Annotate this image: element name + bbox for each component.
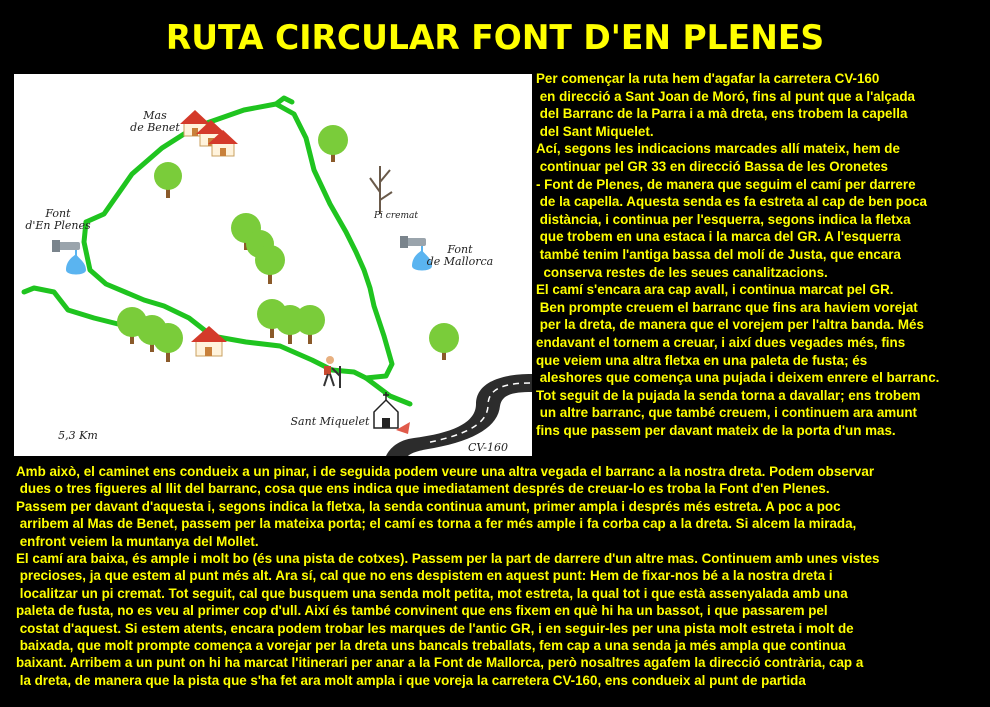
label-sant-miquelet: Sant Miquelet	[290, 415, 370, 428]
label-road: CV-160	[467, 441, 509, 454]
text-line: paleta de fusta, no es veu al primer cop d'ull. Així és també convinent que ens fixem en què hi ha un bassot, i que passarem pel	[16, 603, 828, 619]
text-line: dues o tres figueres al llit del barranc, cosa que ens indica que imediatament després de creuar-lo es troba la Font d'en Plenes.	[16, 481, 830, 497]
route-description-right	[536, 70, 988, 439]
text-line: arribem al Mas de Benet, passem per la mateixa porta; el camí es torna a fer més ample i fa corba cap a la dreta. Si alcem la mirada,	[16, 516, 857, 532]
burnt-tree-icon	[370, 166, 392, 214]
text-line: la dreta, de manera que la pista que s'ha fet ara molt ampla i que voreja la carretera CV-160, ens condueix al punt de partida	[16, 672, 806, 688]
text-line: Passem per davant d'aquesta i, segons indica la fletxa, la senda continua amunt, primer ampla i després més estreta. A poc a poc	[16, 498, 841, 514]
label-line: Font	[45, 207, 71, 220]
text-line: per la dreta, de manera que el vorejem per l'altra banda. Més	[536, 317, 924, 333]
text-line: Amb això, el caminet ens condueix a un pinar, i de seguida podem veure una altra vegada el barranc a la nostra dreta. Podem observar	[16, 464, 875, 479]
text-line: Ben prompte creuem el barranc que fins ara haviem vorejat	[536, 299, 918, 315]
text-line: del Barranc de la Parra i a mà dreta, ens trobem la capella	[536, 106, 908, 122]
text-line: localitzar un pi cremat. Tot seguit, cal que busquem una senda molt petita, mot estreta, la qual tot i que està assenyalada amb una	[16, 585, 848, 601]
text-line: baixant. Arribem a un punt on hi ha marcat l'itinerari per anar a la Font de Mallorca, però nosaltres agafem la direcció contrària, cap a	[16, 655, 864, 671]
text-line: precioses, ja que estem al punt més alt. Ara sí, cal que no ens despistem en aquest punt: Hem de fixar-nos bé a la nostra dreta i	[16, 568, 833, 584]
tree-icon	[295, 305, 325, 344]
label-line: de Mallorca	[426, 255, 494, 268]
text-line: en direcció a Sant Joan de Moró, fins al punt que a l'alçada	[536, 88, 915, 104]
tree-icon	[318, 125, 348, 162]
house-icon	[191, 326, 227, 356]
text-line: Ací, segons les indicacions marcades allí mateix, hem de	[536, 141, 900, 157]
text-line: endavant el tornem a creuar, i així dues vegades més, fins	[536, 334, 906, 350]
text-line: conserva restes de les seues canalitzacions.	[536, 264, 828, 280]
text-line: baixada, que molt prompte comença a vorejar per la dreta uns bancals treballats, fem cap a una senda ja més ampla que continua	[16, 638, 846, 654]
text-line: que veiem una altra fletxa en una paleta de fusta; és	[536, 352, 868, 368]
text-line: - Font de Plenes, de manera que seguim el camí per darrere	[536, 176, 916, 192]
label-line: Mas	[143, 109, 167, 122]
label-distance: 5,3 Km	[58, 429, 98, 442]
text-line: de la capella. Aquesta senda es fa estreta al cap de ben poca	[536, 194, 927, 210]
tree-icon	[255, 245, 285, 284]
text-line: continuar pel GR 33 en direcció Bassa de les Oronetes	[536, 158, 889, 174]
text-line: fins que passem per davant mateix de la porta d'un mas.	[536, 422, 896, 438]
page-title: RUTA CIRCULAR FONT D'EN PLENES	[165, 18, 825, 58]
text-line: costat d'aquest. Si estem atents, encara podem trobar les marques de l'antic GR, i en seguir-les per una pista molt estreta i molt de	[16, 620, 854, 636]
text-line: El camí s'encara ara cap avall, i continua marcat pel GR.	[536, 282, 894, 298]
label-line: d'En Plenes	[25, 219, 91, 232]
text-line: del Sant Miquelet.	[536, 123, 654, 139]
fountain-icon	[52, 240, 86, 275]
label-font-de-mallorca	[418, 244, 502, 268]
label-pi-cremat: Pi cremat	[374, 211, 418, 221]
text-line: un altre barranc, que també creuem, i continuem ara amunt	[536, 405, 917, 421]
text-line: El camí ara baixa, és ample i molt bo (és una pista de cotxes). Passem per la part de darrere d'un altre mas. Continuem amb unes vistes	[16, 551, 880, 567]
text-line: Tot seguit de la pujada la senda torna a davallar; ens trobem	[536, 387, 921, 403]
route-description-bottom	[16, 463, 988, 689]
text-line: aleshores que comença una pujada i deixem enrere el barranc.	[536, 370, 940, 386]
tree-icon	[154, 162, 182, 198]
text-line: també tenim l'antiga bassa del molí de Justa, que encara	[536, 246, 901, 262]
text-line: que trobem en una estaca i la marca del GR. A l'esquerra	[536, 229, 901, 245]
label-mas-de-benet	[120, 110, 190, 134]
label-font-den-plenes	[16, 208, 100, 232]
label-line: de Benet	[130, 121, 180, 134]
route-map	[14, 74, 532, 456]
text-line: enfront veiem la muntanya del Mollet.	[16, 533, 259, 549]
text-line: distància, i continua per l'esquerra, segons indica la fletxa	[536, 211, 911, 227]
tree-icon	[153, 323, 183, 362]
tree-icon	[429, 323, 459, 360]
text-line: Per començar la ruta hem d'agafar la carretera CV-160	[536, 71, 880, 86]
label-line: Font	[447, 243, 473, 256]
